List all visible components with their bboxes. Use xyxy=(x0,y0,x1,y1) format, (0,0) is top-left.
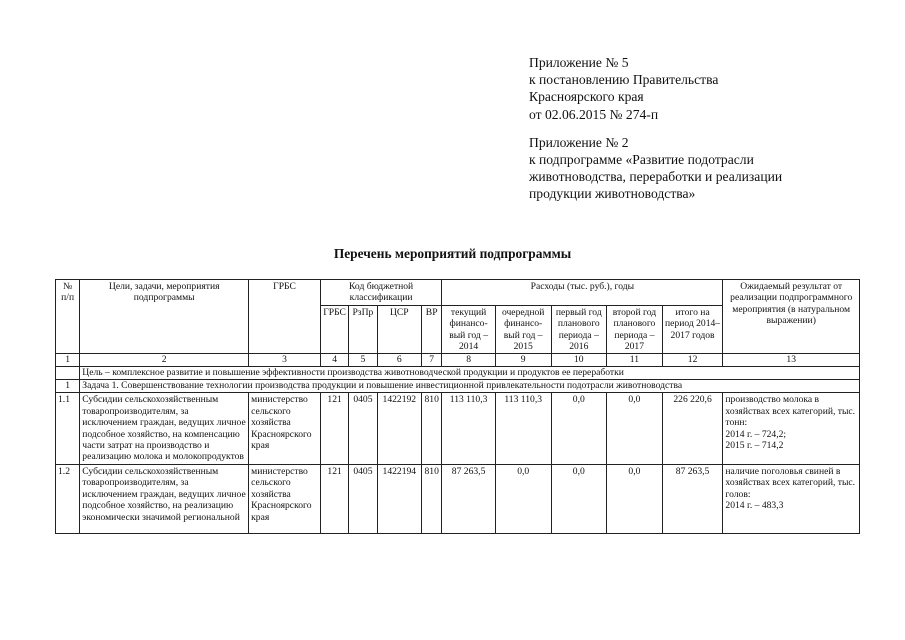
row-2015: 0,0 xyxy=(495,464,551,533)
task-row-text: Задача 1. Совершенствование технологии производства продукции и повышение инвестиционной привлекательности подотрасли животноводства xyxy=(80,380,860,393)
header-total: итого на период 2014–2017 годов xyxy=(662,305,723,354)
column-number: 5 xyxy=(349,354,377,367)
appendix-main xyxy=(529,54,782,123)
header-sub-csr: ЦСР xyxy=(377,305,421,354)
row-goal: Субсидии сельскохозяйственным товаропроизводителям, за исключением граждан, ведущих личное подсобное хозяйство, на компенсацию части затрат на производство и реализацию молока и молокопродуктов xyxy=(80,393,249,464)
goal-row xyxy=(56,367,860,380)
header-sub-rzpr: РзПр xyxy=(349,305,377,354)
header-year-2017: второй год планового периода – 2017 xyxy=(607,305,663,354)
row-goal: Субсидии сельскохозяйственным товаропроизводителям, за исключением граждан, ведущих личное подсобное хозяйство, на реализацию экономически значимой региональной xyxy=(80,464,249,533)
appendix-main-line: к постановлению Правительства xyxy=(529,72,719,88)
column-number: 12 xyxy=(662,354,723,367)
row-result xyxy=(723,464,860,533)
document-title: Перечень мероприятий подпрограммы xyxy=(333,246,572,261)
row-total: 87 263,5 xyxy=(662,464,723,533)
goal-row-num xyxy=(56,367,80,380)
column-number-row xyxy=(56,354,860,367)
row-2014: 87 263,5 xyxy=(442,464,496,533)
task-row xyxy=(56,380,860,393)
column-number: 1 xyxy=(56,354,80,367)
row-2014: 113 110,3 xyxy=(442,393,496,464)
row-grbs-code: 121 xyxy=(320,393,348,464)
column-number: 4 xyxy=(320,354,348,367)
row-grbs-code: 121 xyxy=(320,464,348,533)
column-number: 6 xyxy=(377,354,421,367)
table-row xyxy=(56,393,860,464)
task-row-num: 1 xyxy=(56,380,80,393)
header-sub-grbs: ГРБС xyxy=(320,305,348,354)
row-csr: 1422192 xyxy=(377,393,421,464)
header-year-2014: текущий финансо-вый год – 2014 xyxy=(442,305,496,354)
row-2016: 0,0 xyxy=(551,393,607,464)
header-year-2015: очередной финансо-вый год – 2015 xyxy=(495,305,551,354)
appendix-header xyxy=(529,54,782,214)
row-rzpr: 0405 xyxy=(349,393,377,464)
appendix-main-line: Приложение № 5 xyxy=(529,55,629,70)
header-budget-code: Код бюджетной классификации xyxy=(320,280,441,306)
row-grbs-name: министерство сельского хозяйства Красноярского края xyxy=(249,464,321,533)
row-2017: 0,0 xyxy=(607,464,663,533)
header-goals: Цели, задачи, мероприятия подпрограммы xyxy=(80,280,249,354)
row-result-line: наличие поголовья свиней в хозяйствах всех категорий, тыс. голов: xyxy=(725,465,856,500)
appendix-sub xyxy=(529,134,782,203)
row-num: 1.1 xyxy=(56,393,80,464)
row-vr: 810 xyxy=(422,393,442,464)
column-number: 13 xyxy=(723,354,860,367)
row-2017: 0,0 xyxy=(607,393,663,464)
column-number: 8 xyxy=(442,354,496,367)
appendix-sub-line: животноводства, переработки и реализации xyxy=(529,169,783,185)
header-sub-vr: ВР xyxy=(422,305,442,354)
row-total: 226 220,6 xyxy=(662,393,723,464)
row-vr: 810 xyxy=(422,464,442,533)
appendix-sub-line: продукции животноводства» xyxy=(529,186,696,202)
measures-table xyxy=(55,279,860,534)
table-row xyxy=(56,464,860,533)
header-result: Ожидаемый результат от реализации подпрограммного мероприятия (в натуральном выражении) xyxy=(723,280,860,354)
appendix-main-line: Красноярского края xyxy=(529,89,644,105)
column-number: 7 xyxy=(422,354,442,367)
row-rzpr: 0405 xyxy=(349,464,377,533)
goal-row-text: Цель – комплексное развитие и повышение эффективности производства животноводческой продукции и продуктов ее переработки xyxy=(80,367,860,380)
appendix-main-line: от 02.06.2015 № 274-п xyxy=(529,106,659,122)
appendix-sub-line: Приложение № 2 xyxy=(529,134,629,150)
row-result-line: 2014 г. – 724,2; xyxy=(725,428,787,440)
row-grbs-name: министерство сельского хозяйства Красноярского края xyxy=(249,393,321,464)
column-number: 3 xyxy=(249,354,321,367)
row-csr: 1422194 xyxy=(377,464,421,533)
column-number: 2 xyxy=(80,354,249,367)
row-result-line: 2015 г. – 714,2 xyxy=(725,440,784,452)
row-num: 1.2 xyxy=(56,464,80,533)
column-number: 9 xyxy=(495,354,551,367)
row-2016: 0,0 xyxy=(551,464,607,533)
row-result-line: производство молока в хозяйствах всех категорий, тыс. тонн: xyxy=(725,394,856,429)
header-year-2016: первый год планового периода – 2016 xyxy=(551,305,607,354)
column-number: 10 xyxy=(551,354,607,367)
header-expenses: Расходы (тыс. руб.), годы xyxy=(442,280,723,306)
row-result xyxy=(723,393,860,464)
appendix-sub-line: к подпрограмме «Развитие подотрасли xyxy=(529,152,754,168)
row-2015: 113 110,3 xyxy=(495,393,551,464)
header-num: № п/п xyxy=(56,280,80,354)
row-result-line: 2014 г. – 483,3 xyxy=(725,500,784,512)
header-grbs: ГРБС xyxy=(249,280,321,354)
header-row-1 xyxy=(56,280,860,306)
column-number: 11 xyxy=(607,354,663,367)
